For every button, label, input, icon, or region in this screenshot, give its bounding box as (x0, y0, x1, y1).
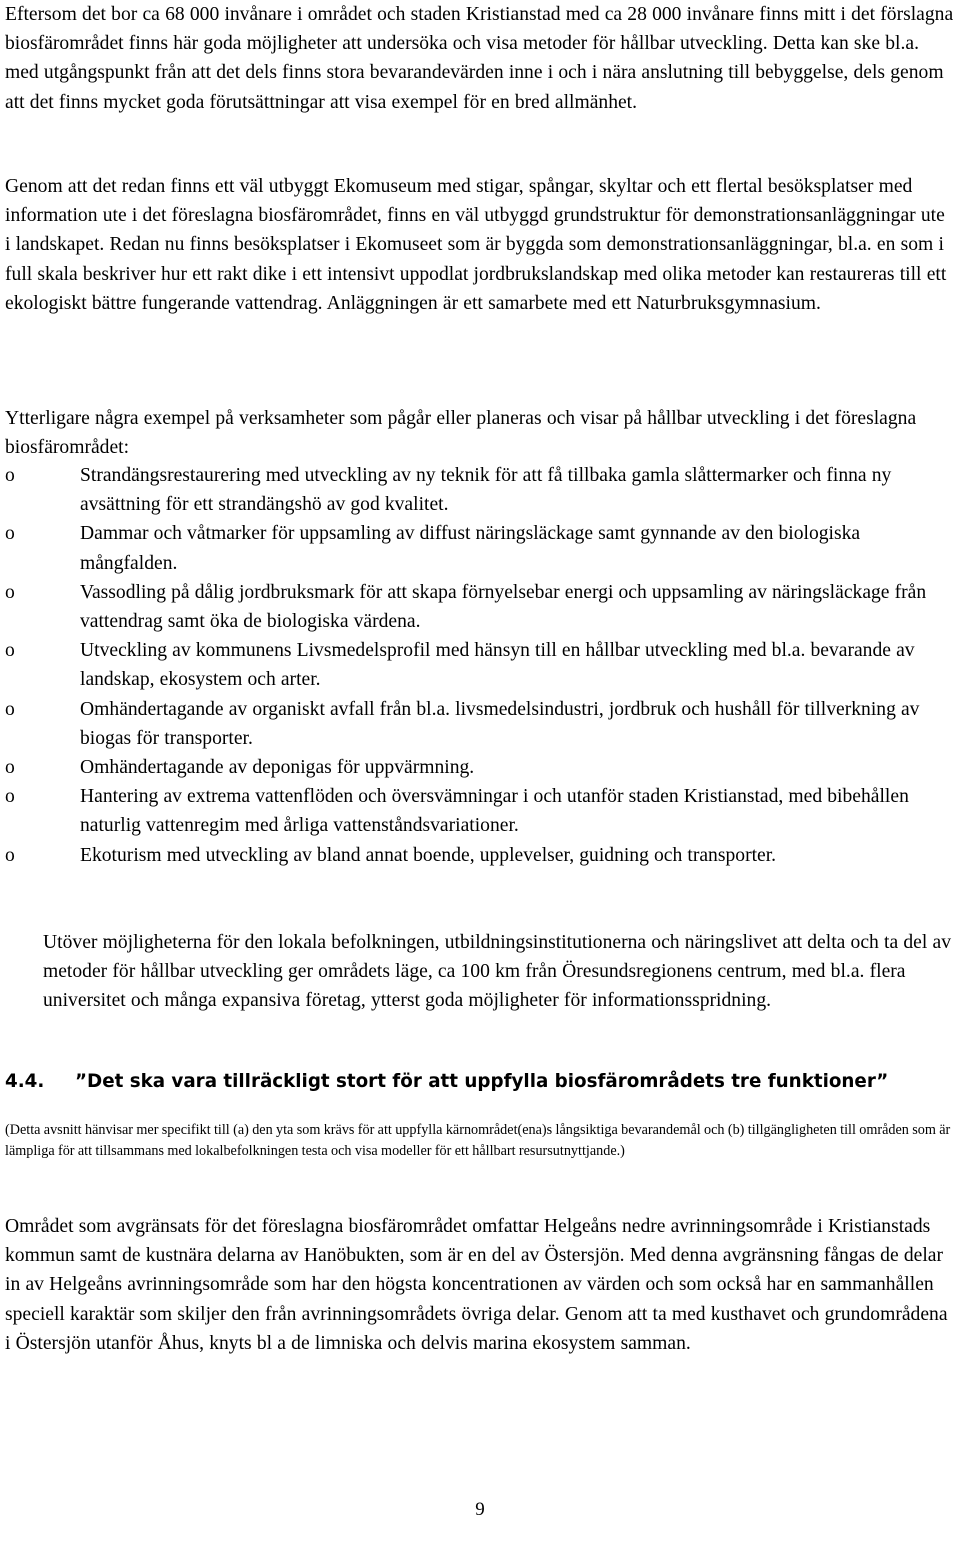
list-item-text: Dammar och våtmarker för uppsamling av diffust näringsläckage samt gynnande av den biologiska mångfalden. (80, 523, 861, 574)
bullet-marker: o (5, 465, 15, 486)
paragraph-area: Området som avgränsats för det föreslagna biosfärområdet omfattar Helgeåns nedre avrinningsområde i Kristianstads kommun samt de kustnära delarna av Hanöbukten, som är en del av Östersjön. Med denna avgränsning fångas de delar in av Helgeåns avrinningsområde som har den högsta koncentrationen av värden och som också har en sammanhållen speciell karaktär som skiljer den från avrinningsområdets övriga delar. Genom att ta med kusthavet och grundområdena i Östersjön utanför Åhus, knyts bl a de limniska och delvis marina ekosystem samman. (5, 1216, 948, 1354)
list-item-text: Ekoturism med utveckling av bland annat boende, upplevelser, guidning och transporter. (80, 844, 777, 866)
paragraph-intro: Eftersom det bor ca 68 000 invånare i området och staden Kristianstad med ca 28 000 invånare finns mitt i det förslagna biosfärområdet finns här goda möjligheter att undersöka och visa metoder för hållbar utveckling. Detta kan ske bl.a. med utgångspunkt från att det dels finns stora bevarandevärden inne i och i nära anslutning till bebyggelse, dels genom att det finns mycket goda förutsättningar att visa exempel för en bred allmänhet. (5, 4, 954, 113)
list-item-text: Vassodling på dålig jordbruksmark för att skapa förnyelsebar energi och uppsamling av näringsläckage från vattendrag samt öka de biologiska värdena. (80, 581, 927, 633)
list-item (5, 753, 955, 782)
paragraph-examples-intro: Ytterligare några exempel på verksamheter som pågår eller planeras och visar på hållbar utveckling i det föreslagna biosfärområdet: (5, 408, 917, 459)
paragraph-location: Utöver möjligheterna för den lokala befolkningen, utbildningsinstitutionerna och näringslivet att delta och ta del av metoder för hållbar utveckling ger områdets läge, ca 100 km från Öresundsregionens centrum, med bl.a. flera universitet och många expansiva företag, ytterst goda möjligheter för informationsspridning. (43, 932, 951, 1012)
list-item-text: Utveckling av kommunens Livsmedelsprofil med hänsyn till en hållbar utveckling med bl.a. bevarande av landskap, ekosystem och arter. (80, 640, 915, 691)
page-number: 9 (475, 1499, 485, 1520)
bullet-marker: o (5, 523, 15, 545)
bullet-marker: o (5, 757, 15, 779)
example-list (5, 461, 955, 870)
list-item (5, 782, 955, 840)
bullet-marker: o (5, 786, 15, 808)
list-item-text: Omhändertagande av organiskt avfall från bl.a. livsmedelsindustri, jordbruk och hushåll för tillverkning av biogas för transporter. (80, 698, 920, 749)
bullet-marker: o (5, 844, 15, 866)
section-number: 4.4. (5, 1071, 45, 1092)
list-item-text: Omhändertagande av deponigas för uppvärmning. (80, 757, 475, 779)
section-heading (5, 1068, 955, 1095)
list-item (5, 519, 955, 577)
list-item (5, 578, 955, 636)
list-item-text: Hantering av extrema vattenflöden och översvämningar i och utanför staden Kristianstad, med bibehållen naturlig vattenregim med årliga vattenståndsvariationer. (80, 786, 909, 837)
bullet-marker: o (5, 640, 15, 662)
list-item (5, 695, 955, 753)
list-item-text: Strandängsrestaurering med utveckling av ny teknik för att få tillbaka gamla slåttermarker och finna ny avsättning för ett strandängshö av god kvalitet. (80, 465, 892, 516)
list-item (5, 636, 955, 694)
section-title: ”Det ska vara tillräckligt stort för att uppfylla biosfärområdets tre funktioner” (75, 1071, 889, 1092)
list-item (5, 461, 955, 519)
section-note: (Detta avsnitt hänvisar mer specifikt till (a) den yta som krävs för att uppfylla kärnområdet(ena)s långsiktiga bevarandemål och (b) tillgängligheten till områden som är lämpliga för att tillsammans med lokalbefolkningen testa och visa modeller för ett hållbart resursutnyttjande.) (5, 1122, 951, 1160)
list-item (5, 841, 955, 870)
bullet-marker: o (5, 698, 15, 720)
paragraph-ekomuseum: Genom att det redan finns ett väl utbyggt Ekomuseum med stigar, spångar, skyltar och ett flertal besöksplatser med information ute i det föreslagna biosfärområdet, finns en väl utbyggd grundstruktur för demonstrationsanläggningar ute i landskapet. Redan nu finns besöksplatser i Ekomuseet som är byggda som demonstrationsanläggningar, bl.a. en som i full skala beskriver hur ett rakt dike i ett intensivt uppodlat jordbrukslandskap med olika metoder kan restaureras till ett ekologiskt bättre fungerande vattendrag. Anläggningen är ett samarbete med ett Naturbruksgymnasium. (5, 176, 947, 314)
bullet-marker: o (5, 581, 15, 603)
